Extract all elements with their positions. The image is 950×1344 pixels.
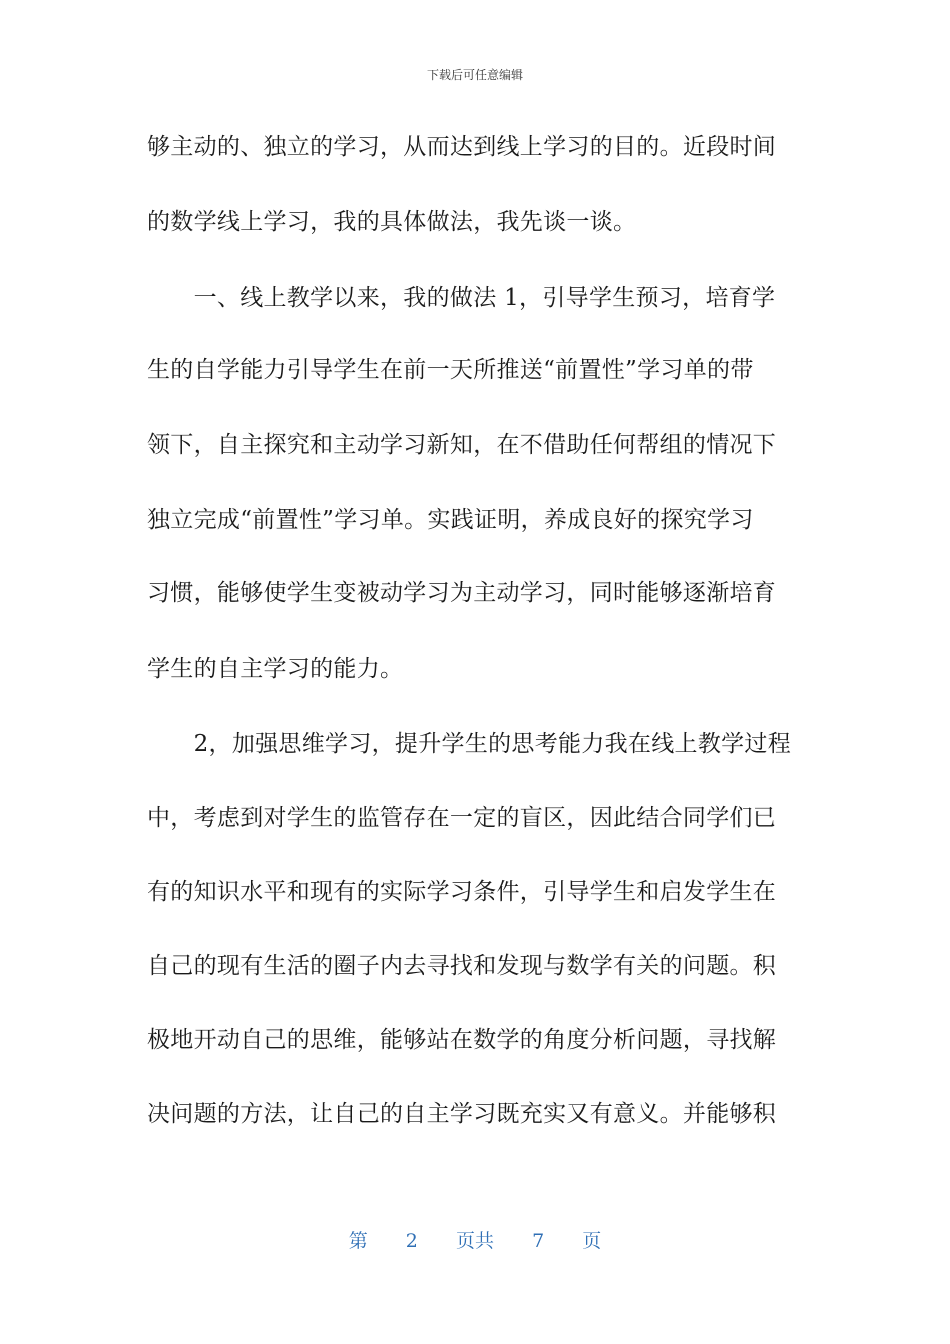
body-line: 领下，自主探究和主动学习新知，在不借助任何帮组的情况下 <box>147 432 777 458</box>
page-current: 2 <box>405 1230 418 1252</box>
page-number <box>0 1226 950 1253</box>
body-line: 够主动的、独立的学习，从而达到线上学习的目的。近段时间 <box>147 134 777 160</box>
body-line: 2，加强思维学习，提升学生的思考能力我在线上教学过程 <box>147 731 792 757</box>
page-suffix: 页 <box>582 1230 602 1252</box>
body-line: 学生的自主学习的能力。 <box>147 656 404 682</box>
body-line: 自己的现有生活的圈子内去寻找和发现与数学有关的问题。积 <box>147 953 777 979</box>
page-prefix: 第 <box>348 1230 368 1252</box>
body-line: 独立完成“前置性”学习单。实践证明，养成良好的探究学习 <box>147 507 754 533</box>
body-line: 有的知识水平和现有的实际学习条件，引导学生和启发学生在 <box>147 879 777 905</box>
body-line: 一、线上教学以来，我的做法 1，引导学生预习，培育学 <box>147 285 776 311</box>
body-line: 生的自学能力引导学生在前一天所推送“前置性”学习单的带 <box>147 357 754 383</box>
page-middle: 页共 <box>455 1230 494 1252</box>
body-line: 的数学线上学习，我的具体做法，我先谈一谈。 <box>147 209 637 235</box>
body-line: 极地开动自己的思维，能够站在数学的角度分析问题，寻找解 <box>147 1027 777 1053</box>
body-line: 中，考虑到对学生的监管存在一定的盲区，因此结合同学们已 <box>147 805 777 831</box>
page-total: 7 <box>532 1230 545 1252</box>
body-line: 决问题的方法，让自己的自主学习既充实又有意义。并能够积 <box>147 1101 777 1127</box>
body-line: 习惯，能够使学生变被动学习为主动学习，同时能够逐渐培育 <box>147 580 777 606</box>
header-note: 下载后可任意编辑 <box>426 68 523 82</box>
